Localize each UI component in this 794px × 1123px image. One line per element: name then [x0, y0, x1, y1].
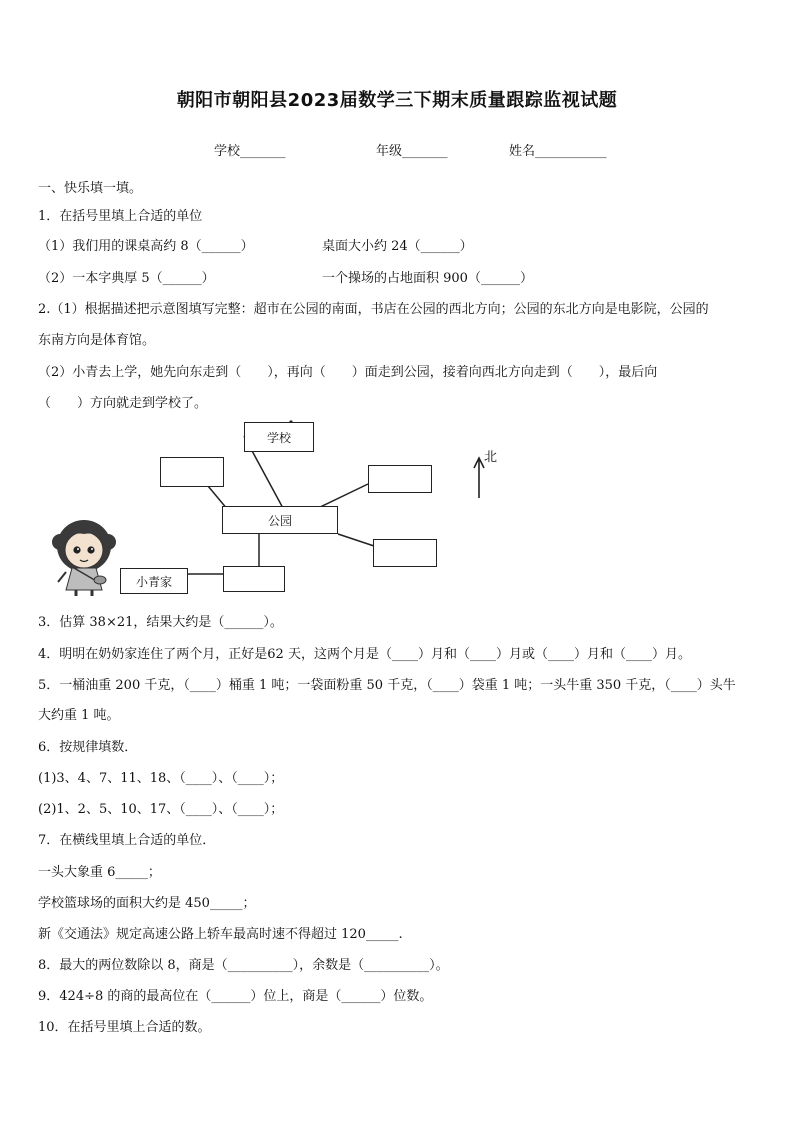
question-8: 8．最大的两位数除以 8，商是（__________），余数是（__________）。: [38, 958, 449, 973]
question-6-b: (2)1、2、5、10、17、（____）、（____）；: [38, 802, 284, 817]
grade-label: 年级: [376, 144, 403, 159]
question-1-b-left: （2）一本字典厚 5（______）: [38, 271, 215, 286]
question-5-line-2: 大约重 1 吨。: [38, 708, 120, 723]
question-10: 10．在括号里填上合适的数。: [38, 1020, 211, 1035]
question-1-b-right: 一个操场的占地面积 900（______）: [322, 271, 533, 286]
question-6-stem: 6．按规律填数．: [38, 740, 138, 755]
question-7-c: 新《交通法》规定高速公路上轿车最高时速不得超过 120_____.: [38, 927, 403, 942]
blank-box-southeast: [373, 539, 437, 567]
school-box: 学校: [244, 422, 314, 452]
question-1-stem: 1．在括号里填上合适的单位: [38, 209, 203, 224]
xiaoqing-home-box: 小青家: [120, 568, 188, 594]
question-4: 4．明明在奶奶家连住了两个月，正好是62 天，这两个月是（____）月和（____）月或（____）月和（____）月。: [38, 647, 691, 662]
school-label: 学校: [214, 144, 241, 159]
north-label: 北: [484, 450, 498, 465]
question-7-b: 学校篮球场的面积大约是 450_____；: [38, 896, 256, 911]
question-2-line-3: （2）小青去上学，她先向东走到（ ），再向（ ）面走到公园，接着向西北方向走到（ ），最后向: [38, 365, 658, 380]
blank-box-northwest: [160, 457, 224, 487]
name-blank: ___________: [535, 144, 607, 159]
grade-field: [376, 140, 448, 159]
page-title: 朝阳市朝阳县2023届数学三下期末质量跟踪监视试题: [176, 90, 618, 111]
blank-box-northeast: [368, 465, 432, 493]
park-box: 公园: [222, 506, 338, 534]
question-9: 9．424÷8 的商的最高位在（______）位上，商是（______）位数。: [38, 989, 433, 1004]
map-diagram: [48, 414, 508, 604]
question-7-stem: 7．在横线里填上合适的单位．: [38, 833, 216, 848]
question-1-a-right: 桌面大小约 24（______）: [322, 239, 473, 254]
name-field: [509, 140, 607, 159]
school-blank: _______: [240, 144, 286, 159]
question-2-line-2: 东南方向是体育馆。: [38, 333, 156, 348]
question-5-line-1: 5．一桶油重 200 千克，（____）桶重 1 吨；一袋面粉重 50 千克，（____）袋重 1 吨；一头牛重 350 千克，（____）头牛: [38, 678, 736, 693]
question-2-line-4: （ ）方向就走到学校了。: [38, 396, 208, 411]
question-2-line-1: 2.（1）根据描述把示意图填写完整：超市在公园的南面，书店在公园的西北方向；公园的东北方向是电影院，公园的: [38, 302, 709, 317]
question-3: 3．估算 38×21，结果大约是（______）。: [38, 615, 283, 630]
school-field: [214, 140, 286, 159]
section-heading: 一、快乐填一填。: [38, 181, 143, 196]
name-label: 姓名: [509, 144, 536, 159]
question-6-a: (1)3、4、7、11、18、（____）、（____）；: [38, 771, 284, 786]
blank-box-south: [223, 566, 285, 592]
student-info-row: [0, 140, 794, 160]
grade-blank: _______: [402, 144, 448, 159]
question-7-a: 一头大象重 6_____；: [38, 865, 161, 880]
question-1-a-left: （1）我们用的课桌高约 8（______）: [38, 239, 254, 254]
girl-illustration: [50, 512, 122, 598]
